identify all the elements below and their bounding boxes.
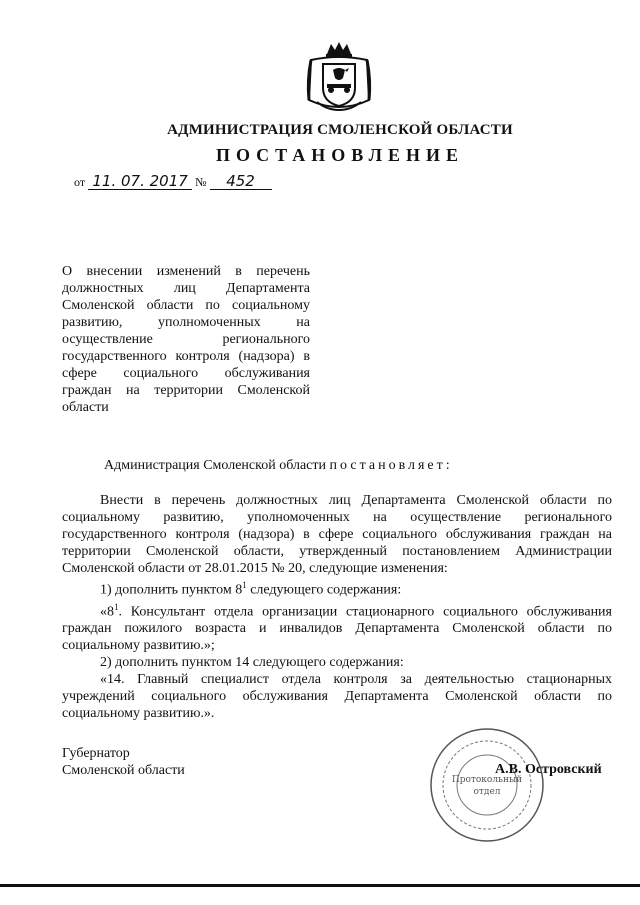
smolensk-coat-of-arms-icon (303, 40, 375, 116)
document-type: ПОСТАНОВЛЕНИЕ (215, 145, 465, 165)
quote-1: «$8^1$. Консультант отдела организации стационарного социального обслуживания граждан пожилого возраста и инвалидов Департамента Смоленской области по социальному развитию.»; (62, 601, 612, 654)
bottom-rule (0, 884, 640, 887)
lead-text: Администрация Смоленской области (104, 458, 327, 473)
number-value: 452 (210, 173, 272, 190)
svg-text:отдел: отдел (473, 787, 501, 797)
document-body (62, 492, 612, 722)
body-paragraph: Внести в перечень должностных лиц Департамента Смоленской области по социальному развитию, уполномоченных на осуществление регионального государственного контроля (надзора) в сфере социального обслуживания граждан на территории Смоленской области, утвержденный постановлением Администрации Смоленской области от 28.01.2015 № 20, следующие изменения: (62, 493, 612, 576)
organization-name: АДМИНИСТРАЦИЯ СМОЛЕНСКОЙ ОБЛАСТИ (167, 122, 513, 138)
official-stamp-icon (428, 726, 546, 844)
date-number-line (74, 173, 272, 190)
signatory-name: А.В. Островский (495, 762, 602, 777)
number-prefix: № (195, 175, 207, 189)
item-2: 2) дополнить пунктом 14 следующего содержания: (100, 655, 404, 671)
item-1: 1) дополнить пунктом $8^1$ следующего содержания: (100, 580, 402, 598)
date-prefix: от (74, 175, 86, 189)
signature-position (62, 745, 185, 779)
position-line-2: Смоленской области (62, 763, 185, 778)
svg-text:Протокольный: Протокольный (451, 775, 523, 785)
document-subject: О внесении изменений в перечень должностных лиц Департамента Смоленской области по социальному развитию, уполномоченных на осуществление регионального государственного контроля (надзора) в сфере социального обслуживания граждан на территории Смоленской области (62, 264, 310, 415)
resolution-lead (104, 458, 453, 474)
position-line-1: Губернатор (62, 746, 130, 761)
lead-spaced: постановляет: (329, 458, 453, 473)
quote-2: «14. Главный специалист отдела контроля за деятельностью стационарных учреждений социального обслуживания Департамента Смоленской области по социальному развитию.». (62, 672, 612, 722)
date-value: 11. 07. 2017 (88, 173, 192, 190)
